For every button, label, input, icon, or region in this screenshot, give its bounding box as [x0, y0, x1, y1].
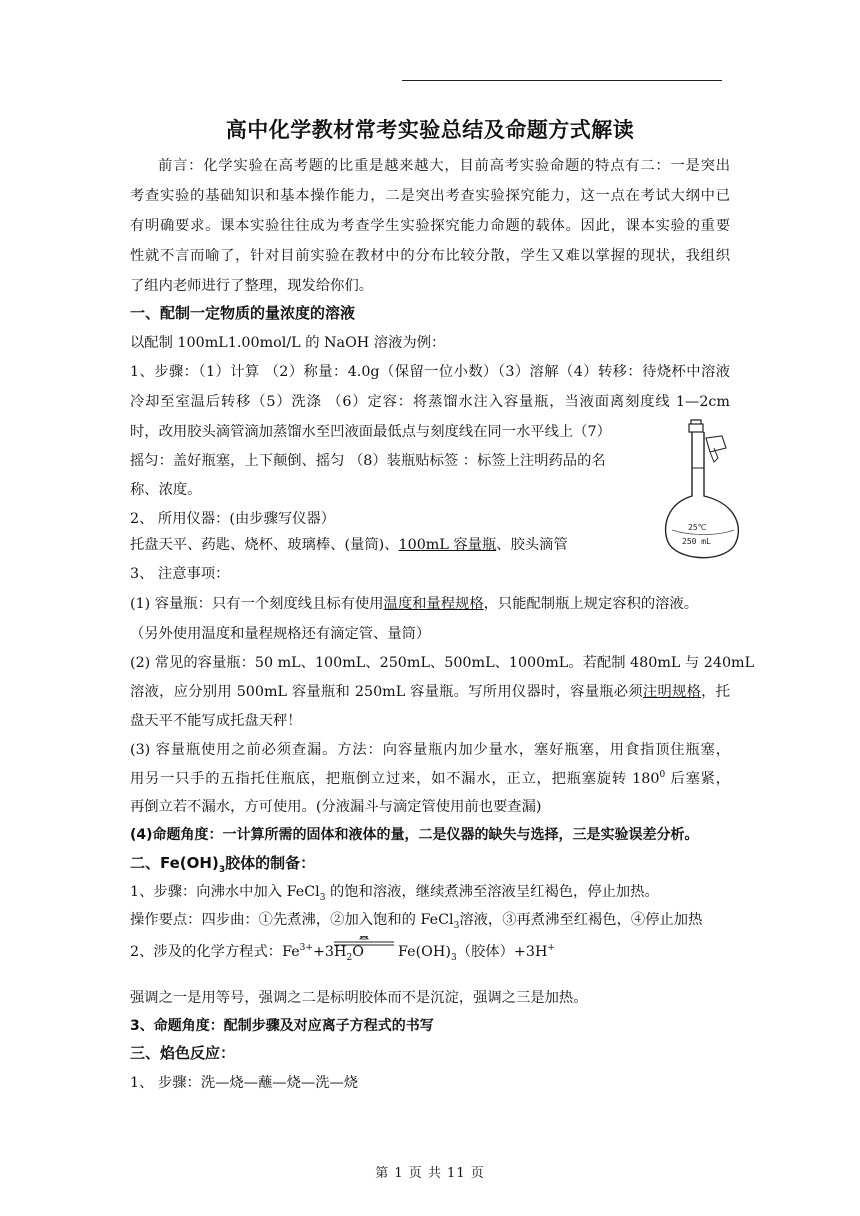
- s2-heading-subscript: 3: [218, 865, 226, 875]
- s2-op-text: 操作要点：四步曲：①先煮沸，②加入饱和的 FeCl: [130, 912, 454, 928]
- s1-step-line-2: 冷却至室温后转移（5）洗涤 （6）定容：将蒸馏水注入容量瓶，当液面离刻度线 1—2cm: [130, 394, 730, 410]
- eq-subscript: 2: [346, 952, 353, 963]
- s2-equation-right: [398, 942, 555, 962]
- section-3-heading: 三、焰色反应：: [130, 1044, 236, 1062]
- page-footer: 第 1 页 共 11 页: [375, 1166, 485, 1181]
- s2-step-text: 1、步骤：向沸水中加入 FeCl: [130, 884, 320, 900]
- s2-heading-text-end: 胶体的制备：: [225, 854, 316, 872]
- note-2-text-end: ，托: [701, 684, 731, 700]
- intro-line-5: 了组内老师进行了整理，现发给你们。: [130, 278, 374, 294]
- flask-volume-label: 250 mL: [682, 537, 711, 546]
- note-2-line-1: (2) 常见的容量瓶：50 mL、100mL、250mL、500mL、1000mL。若配制 480mL 与 240mL: [130, 655, 755, 671]
- eq-text-5: （胶体）+3H: [456, 944, 548, 960]
- s2-step: [130, 882, 659, 902]
- note-4-exam-angle: (4)命题角度：一计算所需的固体和液体的量，二是仪器的缺失与选择，三是实验误差分析。: [130, 827, 699, 843]
- instruments-flask-underlined: 100mL 容量瓶: [398, 537, 497, 553]
- header-rule: [402, 80, 722, 81]
- s1-step-line-4: 摇匀：盖好瓶塞，上下颠倒、摇匀 （8）装瓶贴标签 ：标签上注明药品的名: [130, 453, 606, 469]
- s1-instruments-list: [130, 535, 568, 555]
- s2-heading-text: 二、Fe(OH): [130, 854, 219, 872]
- s1-step-line-5: 称、浓度。: [130, 482, 202, 498]
- degree-superscript: 0: [659, 770, 666, 781]
- note-2-line-3: 盘天平不能写成托盘天秤！: [130, 713, 302, 729]
- flask-temp-label: 25℃: [688, 523, 707, 532]
- note-3-text-end: 后塞紧，: [665, 771, 730, 787]
- eq-subscript-2: 3: [450, 952, 457, 963]
- s2-op-text-end: 溶液，③再煮沸至红褐色，④停止加热: [459, 912, 703, 928]
- eq-text-3: O: [352, 944, 364, 960]
- note-1-text-end: ，只能配制瓶上规定容积的溶液。: [483, 596, 699, 612]
- s3-step: 1、 步骤：洗—烧—蘸—烧—洗—烧: [130, 1075, 359, 1091]
- note-3-line-1: (3) 容量瓶使用之前必须查漏。方法：向容量瓶内加少量水，塞好瓶塞，用食指顶住瓶塞，: [130, 742, 730, 758]
- s2-equation-left: [130, 942, 364, 962]
- eq-text-2: +3H: [312, 944, 347, 960]
- note-3-text: 用另一只手的五指托住瓶底，把瓶倒立过来，如不漏水，正立，把瓶塞旋转 180: [130, 771, 660, 787]
- section-1-heading: 一、配制一定物质的量浓度的溶液: [130, 304, 356, 322]
- s2-exam-angle: 3、命题角度：配制步骤及对应离子方程式的书写: [130, 1018, 434, 1034]
- s2-operation-points: [130, 910, 702, 930]
- note-1: [130, 594, 730, 614]
- heating-equals-sign-icon: [332, 936, 396, 948]
- page-title: 高中化学教材常考实验总结及命题方式解读: [225, 118, 635, 142]
- volumetric-flask-illustration: [660, 418, 746, 568]
- eq-superscript: 3+: [299, 943, 313, 954]
- intro-line-3: 有明确要求。课本实验往往成为考查学生实验探究能力命题的载体。因此，课本实验的重要: [130, 218, 730, 234]
- note-3-line-3: 再倒立若不漏水，方可使用。(分液漏斗与滴定管使用前也要查漏): [130, 799, 542, 815]
- note-2-text: 溶液，应分别用 500mL 容量瓶和 250mL 容量瓶。写所用仪器时，容量瓶必须: [130, 684, 643, 700]
- s1-instruments-heading: 2、 所用仪器：(由步骤写仪器）: [130, 511, 336, 527]
- s2-emphasis: 强调之一是用等号，强调之二是标明胶体而不是沉淀，强调之三是加热。: [130, 990, 588, 1006]
- s2-op-subscript: 3: [453, 920, 460, 931]
- s1-step-line-1: 1、步骤：（1）计算 （2）称量：4.0g（保留一位小数）（3）溶解（4）转移：待烧杯中溶液: [130, 364, 730, 380]
- s1-step-line-3: 时，改用胶头滴管滴加蒸馏水至凹液面最低点与刻度线在同一水平线上（7）: [130, 424, 611, 440]
- intro-line-2: 考查实验的基础知识和基本操作能力，二是突出考查实验探究能力，这一点在考试大纲中已: [130, 188, 730, 204]
- intro-line-1: 前言：化学实验在高考题的比重是越来越大，目前高考实验命题的特点有二：一是突出: [158, 158, 730, 174]
- s1-notes-heading: 3、 注意事项：: [130, 566, 230, 582]
- instruments-text: 托盘天平、药匙、烧杯、玻璃棒、(量筒)、: [130, 537, 399, 553]
- note-2-underlined: 注明规格: [642, 684, 702, 700]
- s2-step-subscript: 3: [319, 892, 326, 903]
- note-1-underlined: 温度和量程规格: [383, 596, 484, 612]
- eq-text-4: Fe(OH): [398, 944, 451, 960]
- note-1-text: (1) 容量瓶：只有一个刻度线且标有使用: [130, 596, 384, 612]
- instruments-text-end: 、胶头滴管: [496, 537, 568, 553]
- intro-line-4: 性就不言而喻了，针对目前实验在教材中的分布比较分散，学生又难以掌握的现状，我组织: [130, 248, 730, 264]
- eq-superscript-2: +: [547, 943, 555, 954]
- note-3-line-2: [130, 769, 730, 789]
- note-1-aside: （另外使用温度和量程规格还有滴定管、量筒）: [130, 626, 431, 642]
- note-2-line-2: [130, 682, 730, 702]
- section-2-heading: [130, 853, 315, 873]
- eq-text: 2、涉及的化学方程式：Fe: [130, 944, 300, 960]
- s1-example: 以配制 100mL1.00mol/L 的 NaOH 溶液为例：: [130, 335, 446, 351]
- s2-step-text-end: 的饱和溶液，继续煮沸至溶液呈红褐色，停止加热。: [325, 884, 659, 900]
